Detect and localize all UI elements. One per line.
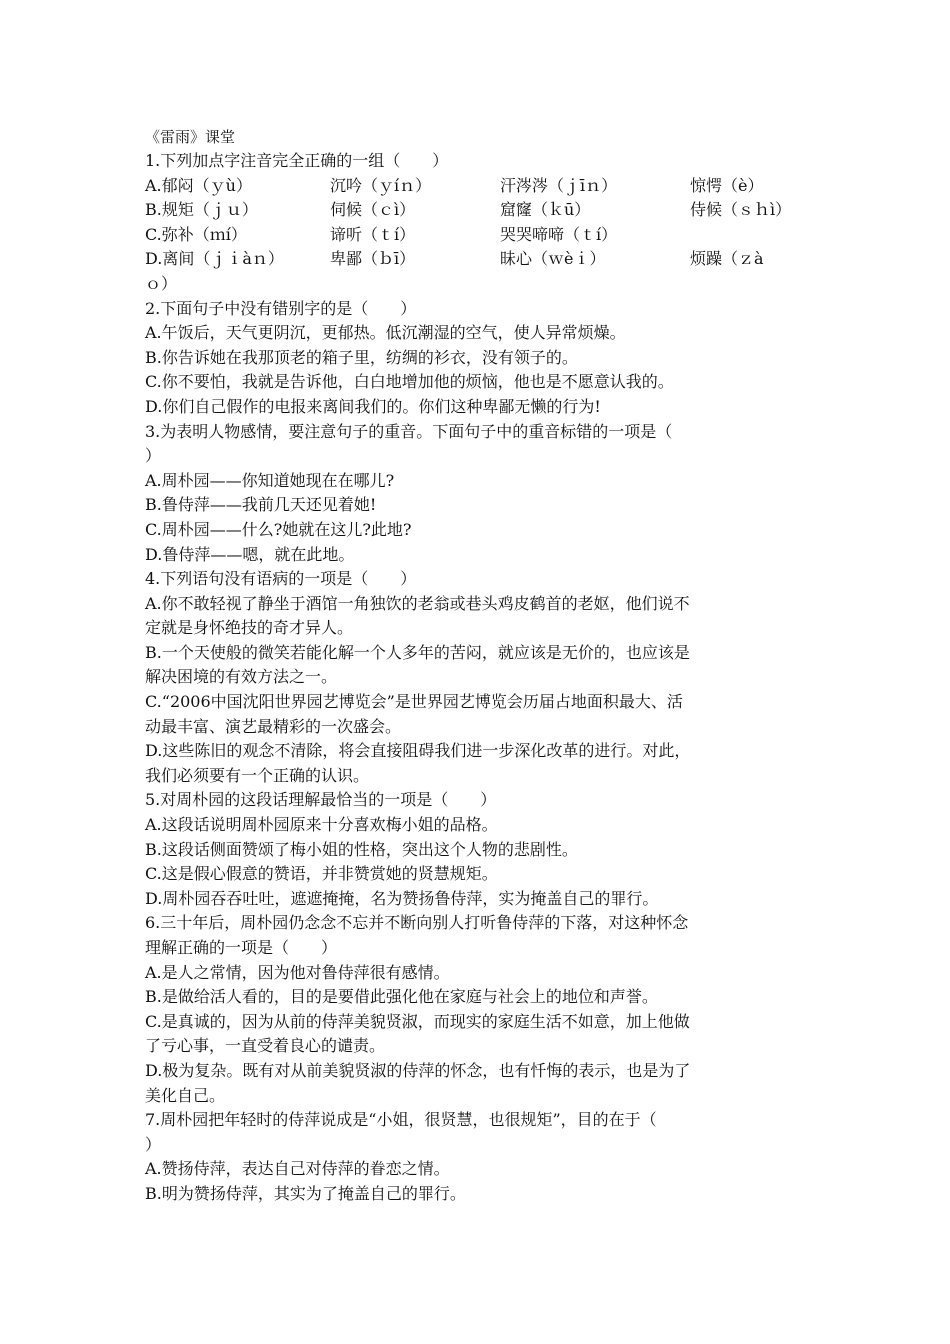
option-cell: 汗涔涔（ｊīｎ） [500, 175, 618, 195]
option-cell: A.郁闷（ｙù） [145, 175, 252, 195]
text-line: 理解正确的一项是（ ） [145, 938, 338, 957]
text-line: D.周朴园吞吞吐吐，遮遮掩掩，名为赞扬鲁侍萍，实为掩盖自己的罪行。 [145, 888, 659, 908]
text-line: D.你们自己假作的电报来离间我们的。你们这种卑鄙无懒的行为! [145, 396, 601, 416]
text-line: A.是人之常情，因为他对鲁侍萍很有感情。 [145, 962, 450, 982]
text-line: B.一个天使般的微笑若能化解一个人多年的苦闷，就应该是无价的，也应该是 [145, 642, 690, 662]
text-line: A.周朴园——你知道她现在在哪儿? [145, 470, 395, 490]
text-line: 7.周朴园把年轻时的侍萍说成是“小姐，很贤慧，也很规矩”，目的在于（ [145, 1110, 657, 1130]
option-cell: 卑鄙（ｂī） [330, 249, 416, 269]
option-cell: C.弥补（ｍí） [145, 224, 247, 244]
text-line: B.你告诉她在我那顶老的箱子里，纺绸的衫衣，没有领子的。 [145, 347, 578, 367]
question-1-row-b [145, 198, 815, 223]
document-page [145, 127, 815, 1207]
option-cell: 昧心（ｗèｉ） [500, 249, 606, 269]
text-line: C.“2006中国沈阳世界园艺博览会”是世界园艺博览会历届占地面积最大、活 [145, 692, 683, 712]
option-cell: 沉吟（ｙíｎ） [330, 175, 432, 195]
text-line: C.这是假心假意的赞语，并非赞赏她的贤慧规矩。 [145, 864, 498, 884]
text-line: 3.为表明人物感情，要注意句子的重音。下面句子中的重音标错的一项是（ [145, 421, 673, 441]
text-line: 5.对周朴园的这段话理解最恰当的一项是（ ） [145, 790, 497, 810]
text-line: ） [145, 446, 162, 466]
question-lines [145, 297, 815, 1207]
text-line: B.这段话侧面赞颂了梅小姐的性格，突出这个人物的悲剧性。 [145, 839, 578, 859]
option-cell: 伺候（ｃì） [330, 200, 416, 220]
text-line: D.这些陈旧的观念不清除，将会直接阻碍我们进一步深化改革的进行。对此， [145, 741, 691, 761]
text-line: C.你不要怕，我就是告诉他，白白地增加他的烦恼，他也是不愿意认我的。 [145, 372, 674, 392]
text-line: 解决困境的有效方法之一。 [145, 667, 338, 687]
text-line: B.鲁侍萍——我前几天还见着她! [145, 495, 377, 515]
option-cell: 窟窿（ｋū） [500, 200, 591, 220]
option-cell: 谛听（ｔí） [330, 224, 416, 244]
text-line: 定就是身怀绝技的奇才异人。 [145, 618, 354, 638]
document-title: 《雷雨》课堂 [145, 128, 236, 146]
text-line: 6.三十年后，周朴园仍念念不忘并不断向别人打听鲁侍萍的下落，对这种怀念 [145, 913, 689, 933]
option-cell: 惊愕（è） [690, 175, 764, 195]
text-line: D.极为复杂。既有对从前美貌贤淑的侍萍的怀念，也有忏悔的表示，也是为了 [145, 1060, 691, 1080]
text-line: C.周朴园——什么?她就在这儿?此地? [145, 519, 412, 539]
text-line: A.这段话说明周朴园原来十分喜欢梅小姐的品格。 [145, 815, 498, 835]
option-cell: B.规矩（ｊｕ） [145, 200, 258, 220]
question-1-row-a [145, 174, 815, 199]
text-line: 了亏心事，一直受着良心的谴责。 [145, 1036, 386, 1056]
question-1-tail: ｏ） [145, 273, 178, 293]
text-line: B.明为赞扬侍萍，其实为了掩盖自己的罪行。 [145, 1183, 466, 1203]
text-line: C.是真诚的，因为从前的侍萍美貌贤淑，而现实的家庭生活不如意，加上他做 [145, 1011, 690, 1031]
text-line: 2.下面句子中没有错别字的是（ ） [145, 298, 417, 318]
text-line: D.鲁侍萍——嗯，就在此地。 [145, 544, 355, 564]
option-cell: 侍候（ｓｈì） [690, 200, 792, 220]
text-line: ） [145, 1134, 162, 1154]
option-cell: 哭哭啼啼（ｔí） [500, 224, 618, 244]
text-line: B.是做给活人看的，目的是要借此强化他在家庭与社会上的地位和声誉。 [145, 987, 658, 1007]
question-1-stem: 1.下列加点字注音完全正确的一组（ ） [145, 151, 449, 170]
text-line: 4.下列语句没有语病的一项是（ ） [145, 569, 417, 589]
question-1-row-c [145, 223, 815, 248]
option-cell: 烦躁（ｚà [690, 249, 764, 269]
option-cell: D.离间（ｊｉàｎ） [145, 249, 284, 269]
text-line: 动最丰富、演艺最精彩的一次盛会。 [145, 716, 402, 736]
text-line: 美化自己。 [145, 1085, 226, 1105]
text-line: A.你不敢轻视了静坐于酒馆一角独饮的老翁或巷头鸡皮鹤首的老妪，他们说不 [145, 593, 690, 613]
text-line: 我们必须要有一个正确的认识。 [145, 765, 370, 785]
question-1-row-d [145, 247, 815, 272]
text-line: A.午饭后，天气更阴沉，更郁热。低沉潮湿的空气，使人异常烦燥。 [145, 323, 626, 343]
text-line: A.赞扬侍萍，表达自己对侍萍的眷恋之情。 [145, 1159, 450, 1179]
